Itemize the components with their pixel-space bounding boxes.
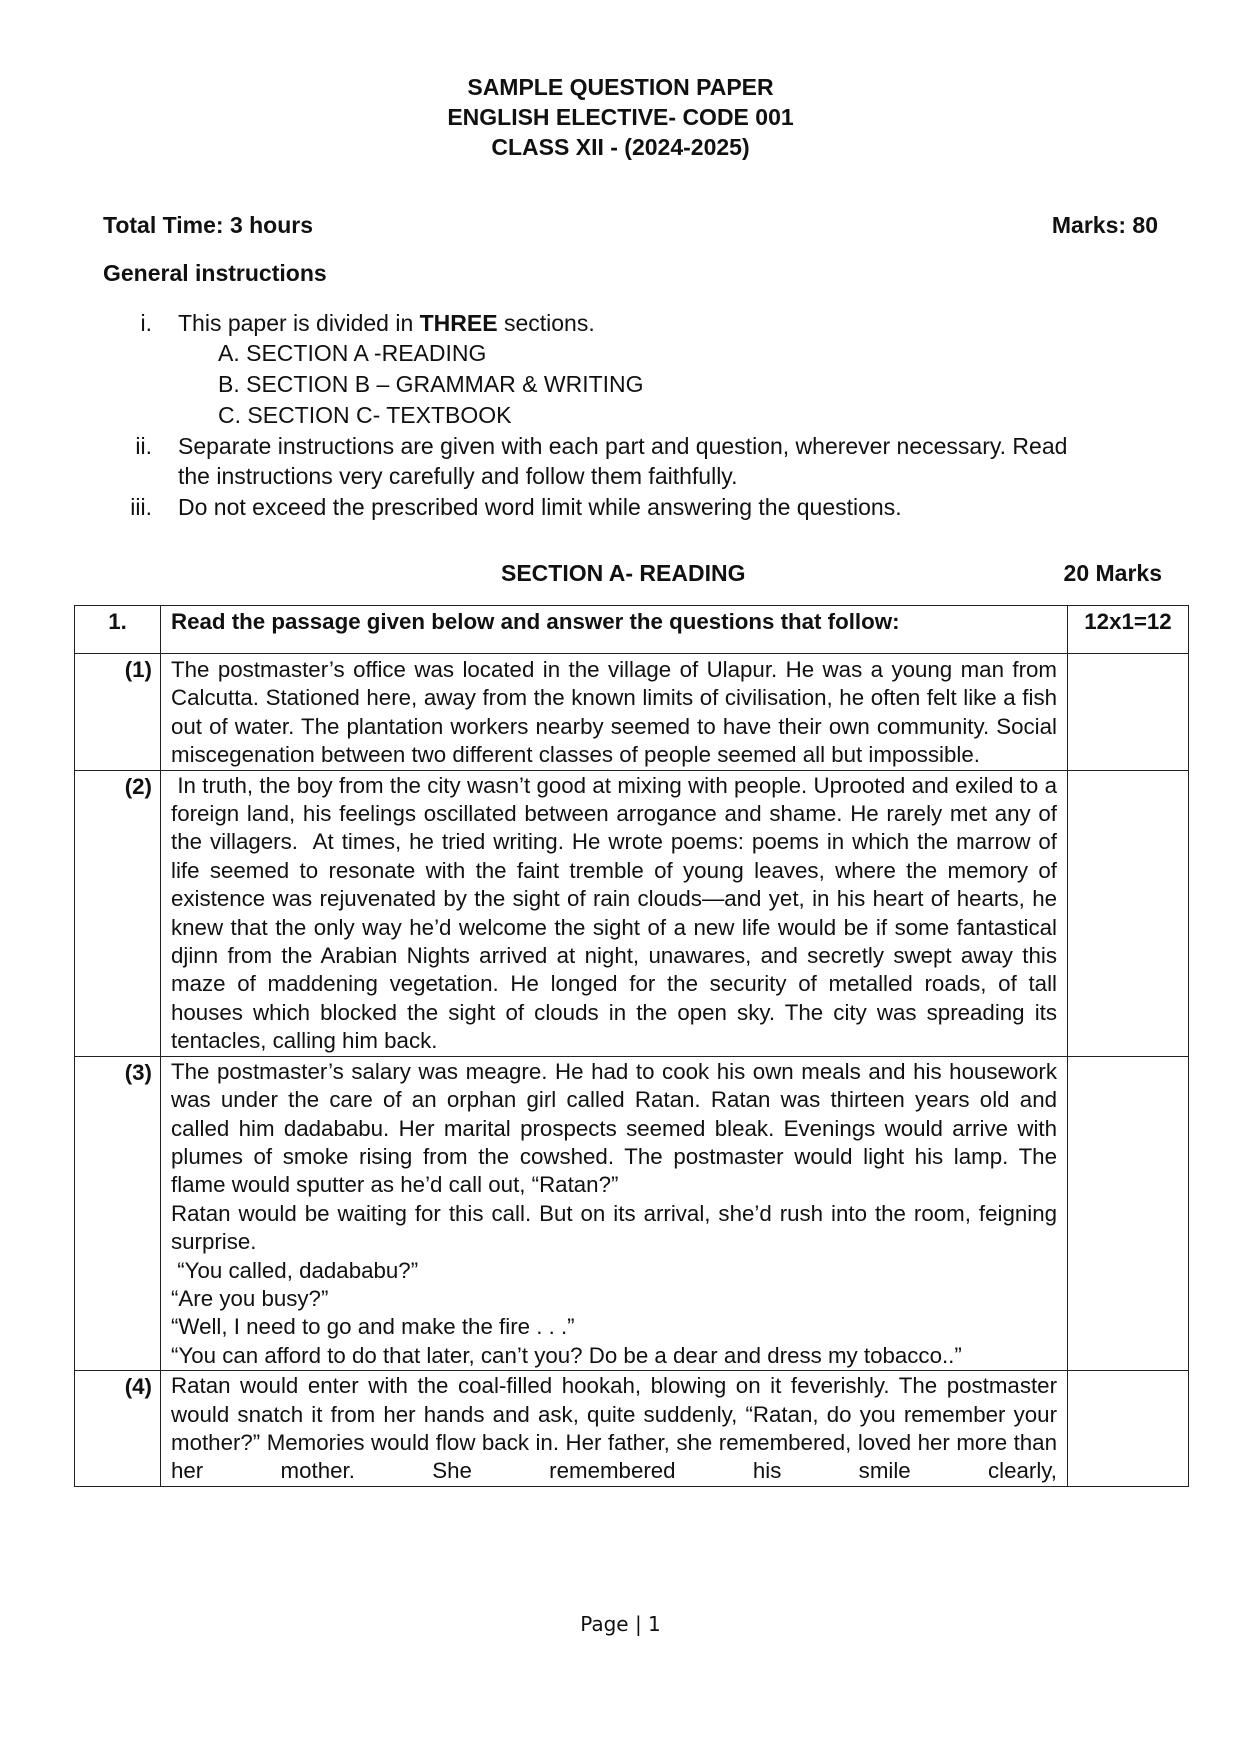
marks-cell-empty: [1068, 770, 1189, 1056]
paragraph-label: (1): [75, 654, 161, 771]
dialogue-line: “Well, I need to go and make the fire . . .”: [171, 1314, 575, 1340]
instruction-text-post: sections.: [497, 310, 595, 336]
section-list-item-c: C. SECTION C- TEXTBOOK: [218, 402, 512, 428]
instruction-text-bold: THREE: [419, 310, 498, 336]
dialogue-line: Ratan would be waiting for this call. But on its arrival, she’d rush into the room, feigning surprise.: [171, 1200, 1057, 1255]
paragraph-text: The postmaster’s office was located in the village of Ulapur. He was a young man from Calcutta. Stationed here, away from the known limits of civilisation, he often felt like a fish out of water. The plantation workers nearby seemed to have their own community. Social miscegenation between two different classes of people seemed all but impossible.: [161, 654, 1068, 771]
passage-row: [75, 654, 1189, 771]
question-number: 1.: [75, 606, 161, 654]
title-line-2: ENGLISH ELECTIVE- CODE 001: [447, 104, 794, 130]
paragraph-label: (2): [75, 770, 161, 1056]
instruction-text-pre: This paper is divided in: [178, 310, 420, 336]
paragraph-label: (4): [75, 1371, 161, 1487]
instruction-text: the instructions very carefully and follow them faithfully.: [178, 463, 738, 489]
section-list-item-a: A. SECTION A -READING: [218, 340, 487, 366]
instruction-text: Do not exceed the prescribed word limit while answering the questions.: [178, 494, 902, 520]
passage-row: [75, 1371, 1189, 1487]
instruction-text: Separate instructions are given with each part and question, wherever necessary. Read: [178, 433, 1068, 459]
question-table: [74, 605, 1189, 1487]
question-header-row: [75, 606, 1189, 654]
section-marks: 20 Marks: [1063, 560, 1162, 586]
title-line-3: CLASS XII - (2024-2025): [491, 134, 750, 160]
section-list-item-b: B. SECTION B – GRAMMAR & WRITING: [218, 371, 644, 397]
instruction-number: iii.: [130, 494, 152, 520]
instruction-number: ii.: [135, 433, 152, 459]
paragraph-text: Ratan would enter with the coal-filled hookah, blowing on it feverishly. The postmaster would snatch it from her hands and ask, quite suddenly, “Ratan, do you remember your mother?” Memories would flow back in. Her father, she remembered, loved her more than her mother. She remembered his smile clearly,: [161, 1371, 1068, 1487]
section-title: SECTION A- READING: [501, 560, 746, 586]
marks-cell-empty: [1068, 654, 1189, 771]
paragraph-text: [161, 1056, 1068, 1370]
dialogue-line: “Are you busy?”: [171, 1285, 329, 1311]
dialogue-line: “You can afford to do that later, can’t you? Do be a dear and dress my tobacco..”: [171, 1342, 962, 1368]
total-time: Total Time: 3 hours: [103, 212, 314, 238]
instruction-number: i.: [140, 310, 152, 336]
general-instructions-heading: General instructions: [103, 260, 327, 286]
dialogue-line: The postmaster’s salary was meagre. He had to cook his own meals and his housework was under the care of an orphan girl called Ratan. Ratan was thirteen years old and called him dadababu. Her marital prospects seemed bleak. Evenings would arrive with plumes of smoke rising from the cowshed. The postmaster would light his lamp. The flame would sputter as he’d call out, “Ratan?”: [171, 1058, 1057, 1198]
question-marks: 12x1=12: [1068, 606, 1189, 654]
paragraph-label: (3): [75, 1056, 161, 1370]
total-marks: Marks: 80: [1051, 212, 1158, 238]
marks-cell-empty: [1068, 1056, 1189, 1370]
dialogue-line: “You called, dadababu?”: [171, 1257, 419, 1283]
page-footer: Page | 1: [580, 1612, 661, 1636]
title-line-1: SAMPLE QUESTION PAPER: [467, 74, 774, 100]
marks-cell-empty: [1068, 1371, 1189, 1487]
instruction-text: [178, 308, 595, 338]
passage-row: [75, 1056, 1189, 1370]
paragraph-text: In truth, the boy from the city wasn’t good at mixing with people. Uprooted and exiled to a foreign land, his feelings oscillated between arrogance and shame. He rarely met any of the villagers. At times, he tried writing. He wrote poems: poems in which the marrow of life seemed to resonate with the faint tremble of young leaves, where the memory of existence was rejuvenated by the sight of rain clouds—and yet, in his heart of hearts, he knew that the only way he’d welcome the sight of a new life would be if some fantastical djinn from the Arabian Nights arrived at night, unawares, and secretly swept away this maze of maddening vegetation. He longed for the security of metalled roads, of tall houses which blocked the sight of clouds in the open sky. The city was spreading its tentacles, calling him back.: [161, 770, 1068, 1056]
passage-row: [75, 770, 1189, 1056]
question-prompt: Read the passage given below and answer the questions that follow:: [161, 606, 1068, 654]
paper-title: [0, 72, 1241, 162]
